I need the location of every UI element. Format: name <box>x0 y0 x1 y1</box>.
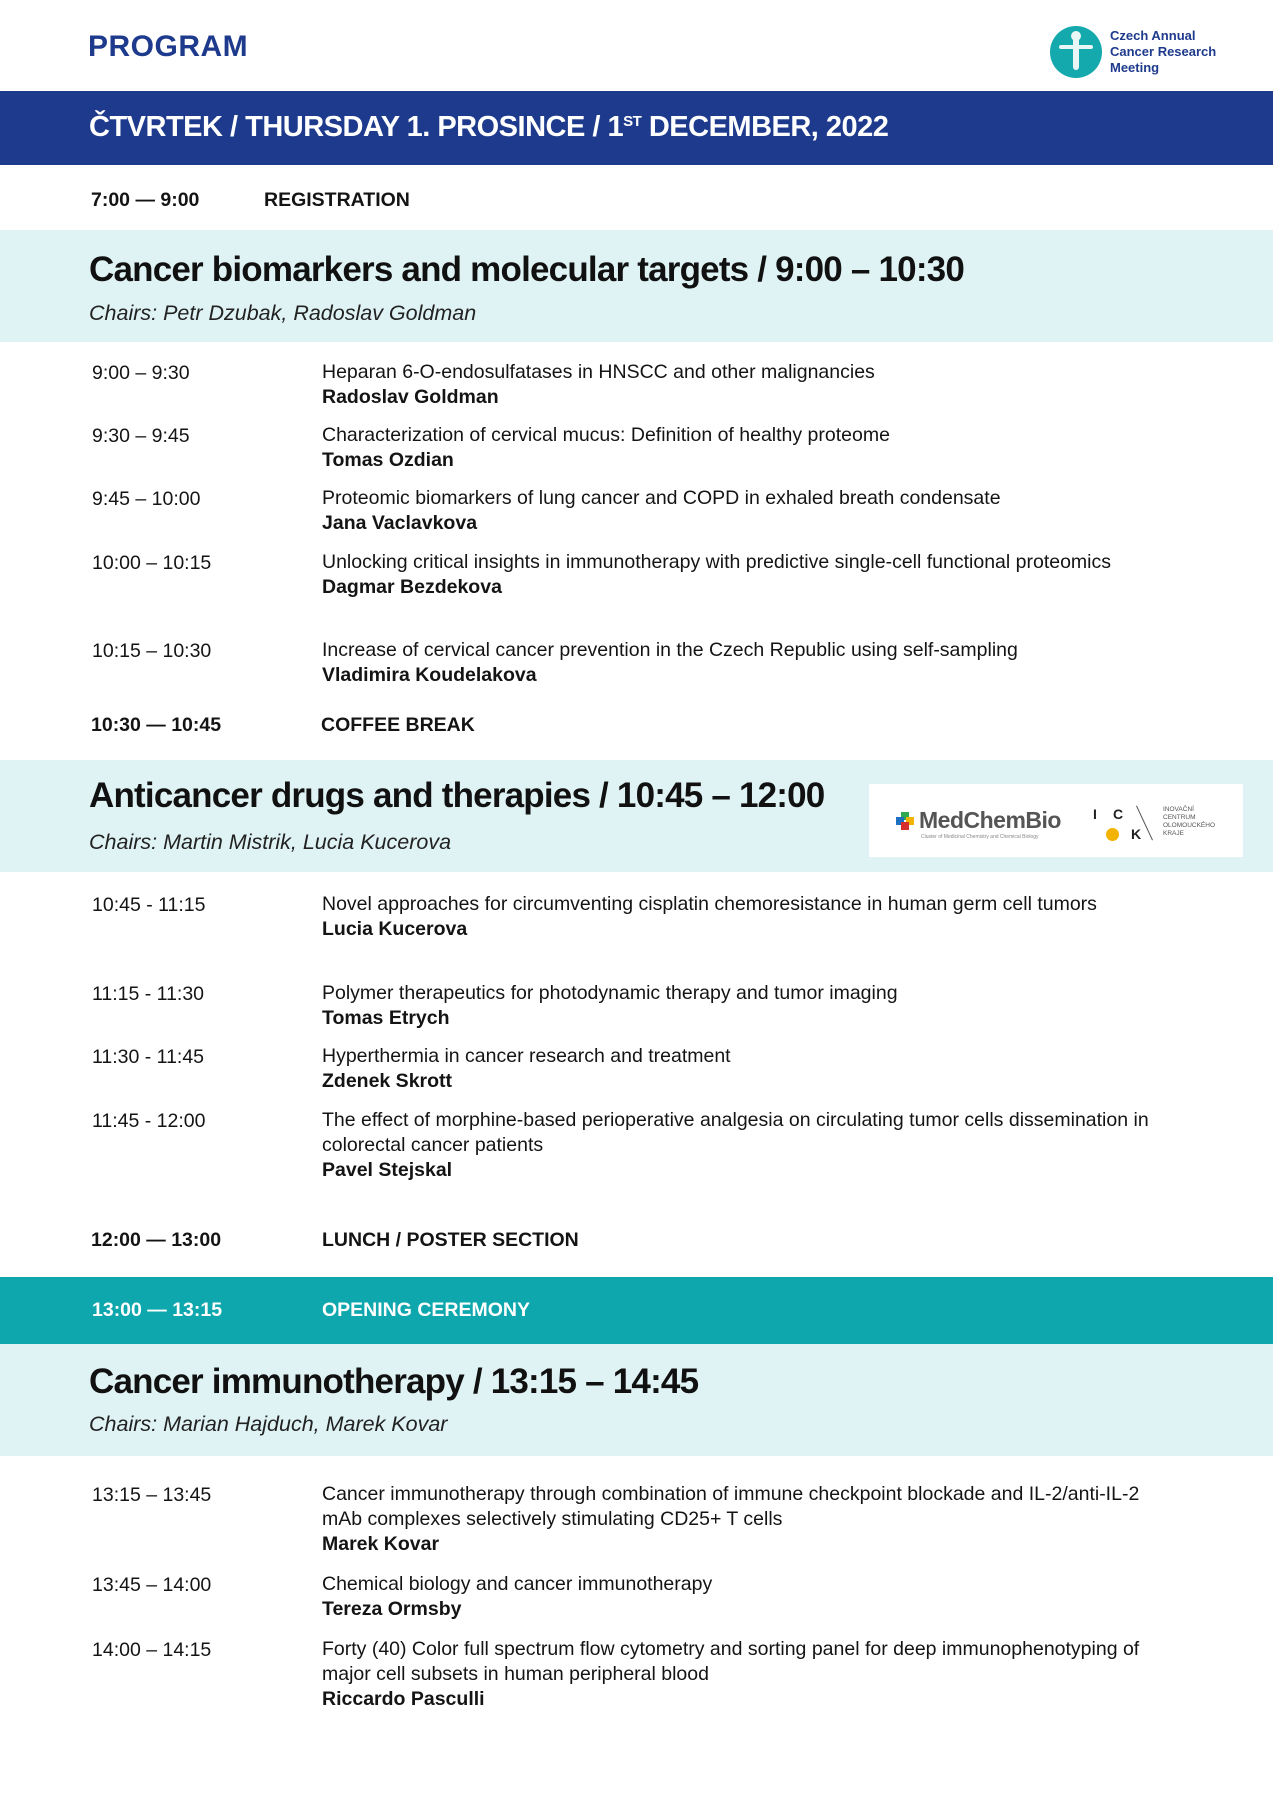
opening-ceremony-row <box>0 1277 1273 1344</box>
talk-speaker: Lucia Kucerova <box>322 918 468 940</box>
talk-time: 11:45 - 12:00 <box>92 1110 206 1132</box>
opening-ceremony-label: OPENING CEREMONY <box>322 1299 531 1321</box>
talk-time: 9:45 – 10:00 <box>92 488 201 510</box>
medchembio-logo-text: MedChemBio <box>919 807 1061 833</box>
lunch-label: LUNCH / POSTER SECTION <box>322 1229 579 1251</box>
talk-time: 11:15 - 11:30 <box>92 983 205 1005</box>
talk-time: 10:00 – 10:15 <box>92 552 212 574</box>
session-title: Anticancer drugs and therapies / 10:45 – 12:00 <box>89 776 825 815</box>
day-banner-text: ČTVRTEK / THURSDAY 1. PROSINCE / 1ST DECEMBER, 2022 <box>89 111 889 143</box>
talk-speaker: Dagmar Bezdekova <box>322 576 502 598</box>
session-title: Cancer immunotherapy / 13:15 – 14:45 <box>89 1362 699 1401</box>
talk-speaker: Riccardo Pasculli <box>322 1688 485 1710</box>
talk-title: Chemical biology and cancer immunotherapy Tereza Ormsby <box>322 1572 1152 1622</box>
talk-title: Cancer immunotherapy through combination of immune checkpoint blockade and IL-2/anti-IL-2 mAb complexes selectively stimulating CD25+ T cells Marek Kovar <box>322 1482 1152 1557</box>
talk-time: 13:15 – 13:45 <box>92 1484 212 1506</box>
talk-title: Novel approaches for circumventing cisplatin chemoresistance in human germ cell tumors Lucia Kucerova <box>322 892 1152 942</box>
talk-title: Unlocking critical insights in immunotherapy with predictive single-cell functional proteomics Dagmar Bezdekova <box>322 550 1152 600</box>
session-chairs: Chairs: Petr Dzubak, Radoslav Goldman <box>89 301 477 325</box>
talk-time: 14:00 – 14:15 <box>92 1639 212 1661</box>
registration-label: REGISTRATION <box>264 189 410 211</box>
coffee-break-label: COFFEE BREAK <box>321 714 475 736</box>
sponsor-logos: MedChemBio Cluster of Medicinal Chemistry and Chemical Biology I C K INOVAČNÍ CENTRUM OLOMOUCKÉHO KRAJE <box>869 784 1243 857</box>
talk-time: 10:15 – 10:30 <box>92 640 212 662</box>
conference-logo-icon <box>1050 26 1102 78</box>
talk-time: 10:45 - 11:15 <box>92 894 206 916</box>
ick-logo-dot-icon <box>1106 828 1119 841</box>
lunch-time: 12:00 — 13:00 <box>91 1229 222 1251</box>
conference-logo-text: Czech Annual Cancer Research Meeting <box>1110 28 1217 75</box>
talk-speaker: Zdenek Skrott <box>322 1070 453 1092</box>
conference-logo <box>1050 26 1216 78</box>
talk-speaker: Tereza Ormsby <box>322 1598 462 1620</box>
opening-ceremony-time: 13:00 — 13:15 <box>92 1299 223 1321</box>
talk-speaker: Radoslav Goldman <box>322 386 499 408</box>
talk-time: 9:30 – 9:45 <box>92 425 190 447</box>
talk-speaker: Pavel Stejskal <box>322 1159 453 1181</box>
talk-time: 9:00 – 9:30 <box>92 362 190 384</box>
registration-time: 7:00 — 9:00 <box>91 189 200 211</box>
talk-title: The effect of morphine-based perioperative analgesia on circulating tumor cells dissemination in colorectal cancer patients Pavel Stejskal <box>322 1108 1152 1183</box>
talk-speaker: Jana Vaclavkova <box>322 512 478 534</box>
ick-logo-text: INOVAČNÍ CENTRUM OLOMOUCKÉHO KRAJE <box>1163 806 1216 837</box>
talk-title: Proteomic biomarkers of lung cancer and COPD in exhaled breath condensate Jana Vaclavkova <box>322 486 1152 536</box>
medchembio-logo-subtitle: Cluster of Medicinal Chemistry and Chemical Biology <box>921 834 1039 840</box>
session-chairs: Chairs: Martin Mistrik, Lucia Kucerova <box>89 830 452 854</box>
talk-time: 13:45 – 14:00 <box>92 1574 212 1596</box>
medchembio-logo-icon <box>896 812 914 830</box>
talk-title: Hyperthermia in cancer research and treatment Zdenek Skrott <box>322 1044 1152 1094</box>
day-banner <box>0 91 1273 165</box>
talk-speaker: Tomas Ozdian <box>322 449 454 471</box>
coffee-break-time: 10:30 — 10:45 <box>91 714 222 736</box>
talk-title: Increase of cervical cancer prevention in the Czech Republic using self-sampling Vladimira Koudelakova <box>322 638 1152 688</box>
session-chairs: Chairs: Marian Hajduch, Marek Kovar <box>89 1412 448 1436</box>
session-header <box>0 230 1273 342</box>
talk-title: Forty (40) Color full spectrum flow cytometry and sorting panel for deep immunophenotyping of major cell subsets in human peripheral blood Riccardo Pasculli <box>322 1637 1152 1712</box>
session-title: Cancer biomarkers and molecular targets / 9:00 – 10:30 <box>89 250 965 289</box>
talk-speaker: Vladimira Koudelakova <box>322 664 537 686</box>
talk-title: Polymer therapeutics for photodynamic therapy and tumor imaging Tomas Etrych <box>322 981 1152 1031</box>
talk-time: 11:30 - 11:45 <box>92 1046 205 1068</box>
page-title: PROGRAM <box>88 30 249 63</box>
talk-speaker: Marek Kovar <box>322 1533 440 1555</box>
session-header <box>0 1344 1273 1456</box>
talk-title: Heparan 6-O-endosulfatases in HNSCC and other malignancies Radoslav Goldman <box>322 360 1152 410</box>
talk-speaker: Tomas Etrych <box>322 1007 450 1029</box>
talk-title: Characterization of cervical mucus: Definition of healthy proteome Tomas Ozdian <box>322 423 1152 473</box>
